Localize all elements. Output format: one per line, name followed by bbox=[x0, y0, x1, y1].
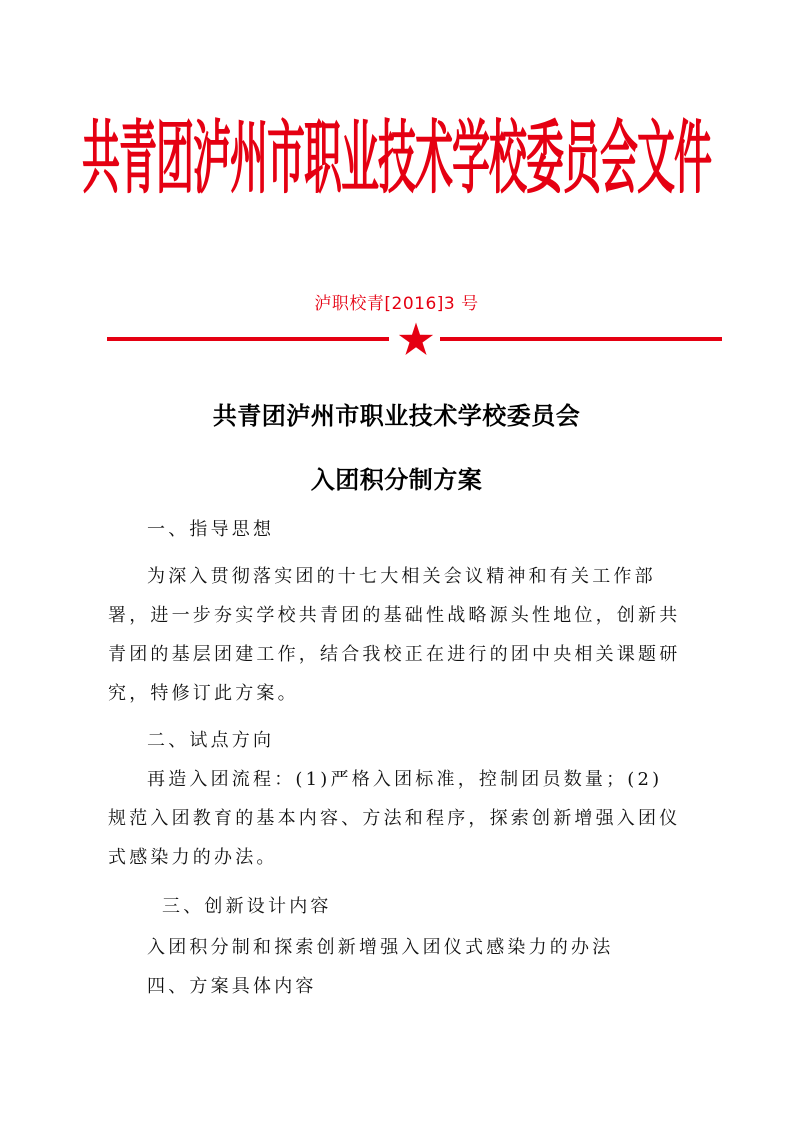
body-line: 青团的基层团建工作，结合我校正在进行的团中央相关课题研 bbox=[108, 644, 681, 665]
section-heading-guiding-ideology: 一、指导思想 bbox=[147, 519, 275, 540]
red-divider-right bbox=[440, 337, 722, 341]
document-title-line1: 共青团泸州市职业技术学校委员会 bbox=[212, 401, 581, 430]
body-line: 再造入团流程：(1)严格入团标准，控制团员数量；(2) bbox=[147, 769, 663, 790]
document-masthead bbox=[0, 108, 793, 208]
body-line: 入团积分制和探索创新增强入团仪式感染力的办法 bbox=[147, 937, 614, 958]
document-number: 泸职校青[2016]3 号 bbox=[314, 294, 479, 314]
red-divider-left bbox=[107, 337, 389, 341]
body-line: 式感染力的办法。 bbox=[108, 847, 278, 868]
section-heading-pilot-direction: 二、试点方向 bbox=[147, 730, 275, 751]
star-icon bbox=[398, 321, 434, 357]
section-heading-plan-content: 四、方案具体内容 bbox=[147, 976, 317, 997]
body-line: 为深入贯彻落实团的十七大相关会议精神和有关工作部 bbox=[147, 566, 656, 587]
document-title-line2: 入团积分制方案 bbox=[310, 465, 483, 494]
body-line: 规范入团教育的基本内容、方法和程序，探索创新增强入团仪 bbox=[108, 808, 681, 829]
masthead-text: 共青团泸州市职业技术学校委员会文件 bbox=[81, 111, 711, 205]
body-line: 究，特修订此方案。 bbox=[108, 683, 299, 704]
body-line: 署，进一步夯实学校共青团的基础性战略源头性地位，创新共 bbox=[108, 605, 681, 626]
section-heading-innovation-design: 三、创新设计内容 bbox=[162, 896, 332, 917]
